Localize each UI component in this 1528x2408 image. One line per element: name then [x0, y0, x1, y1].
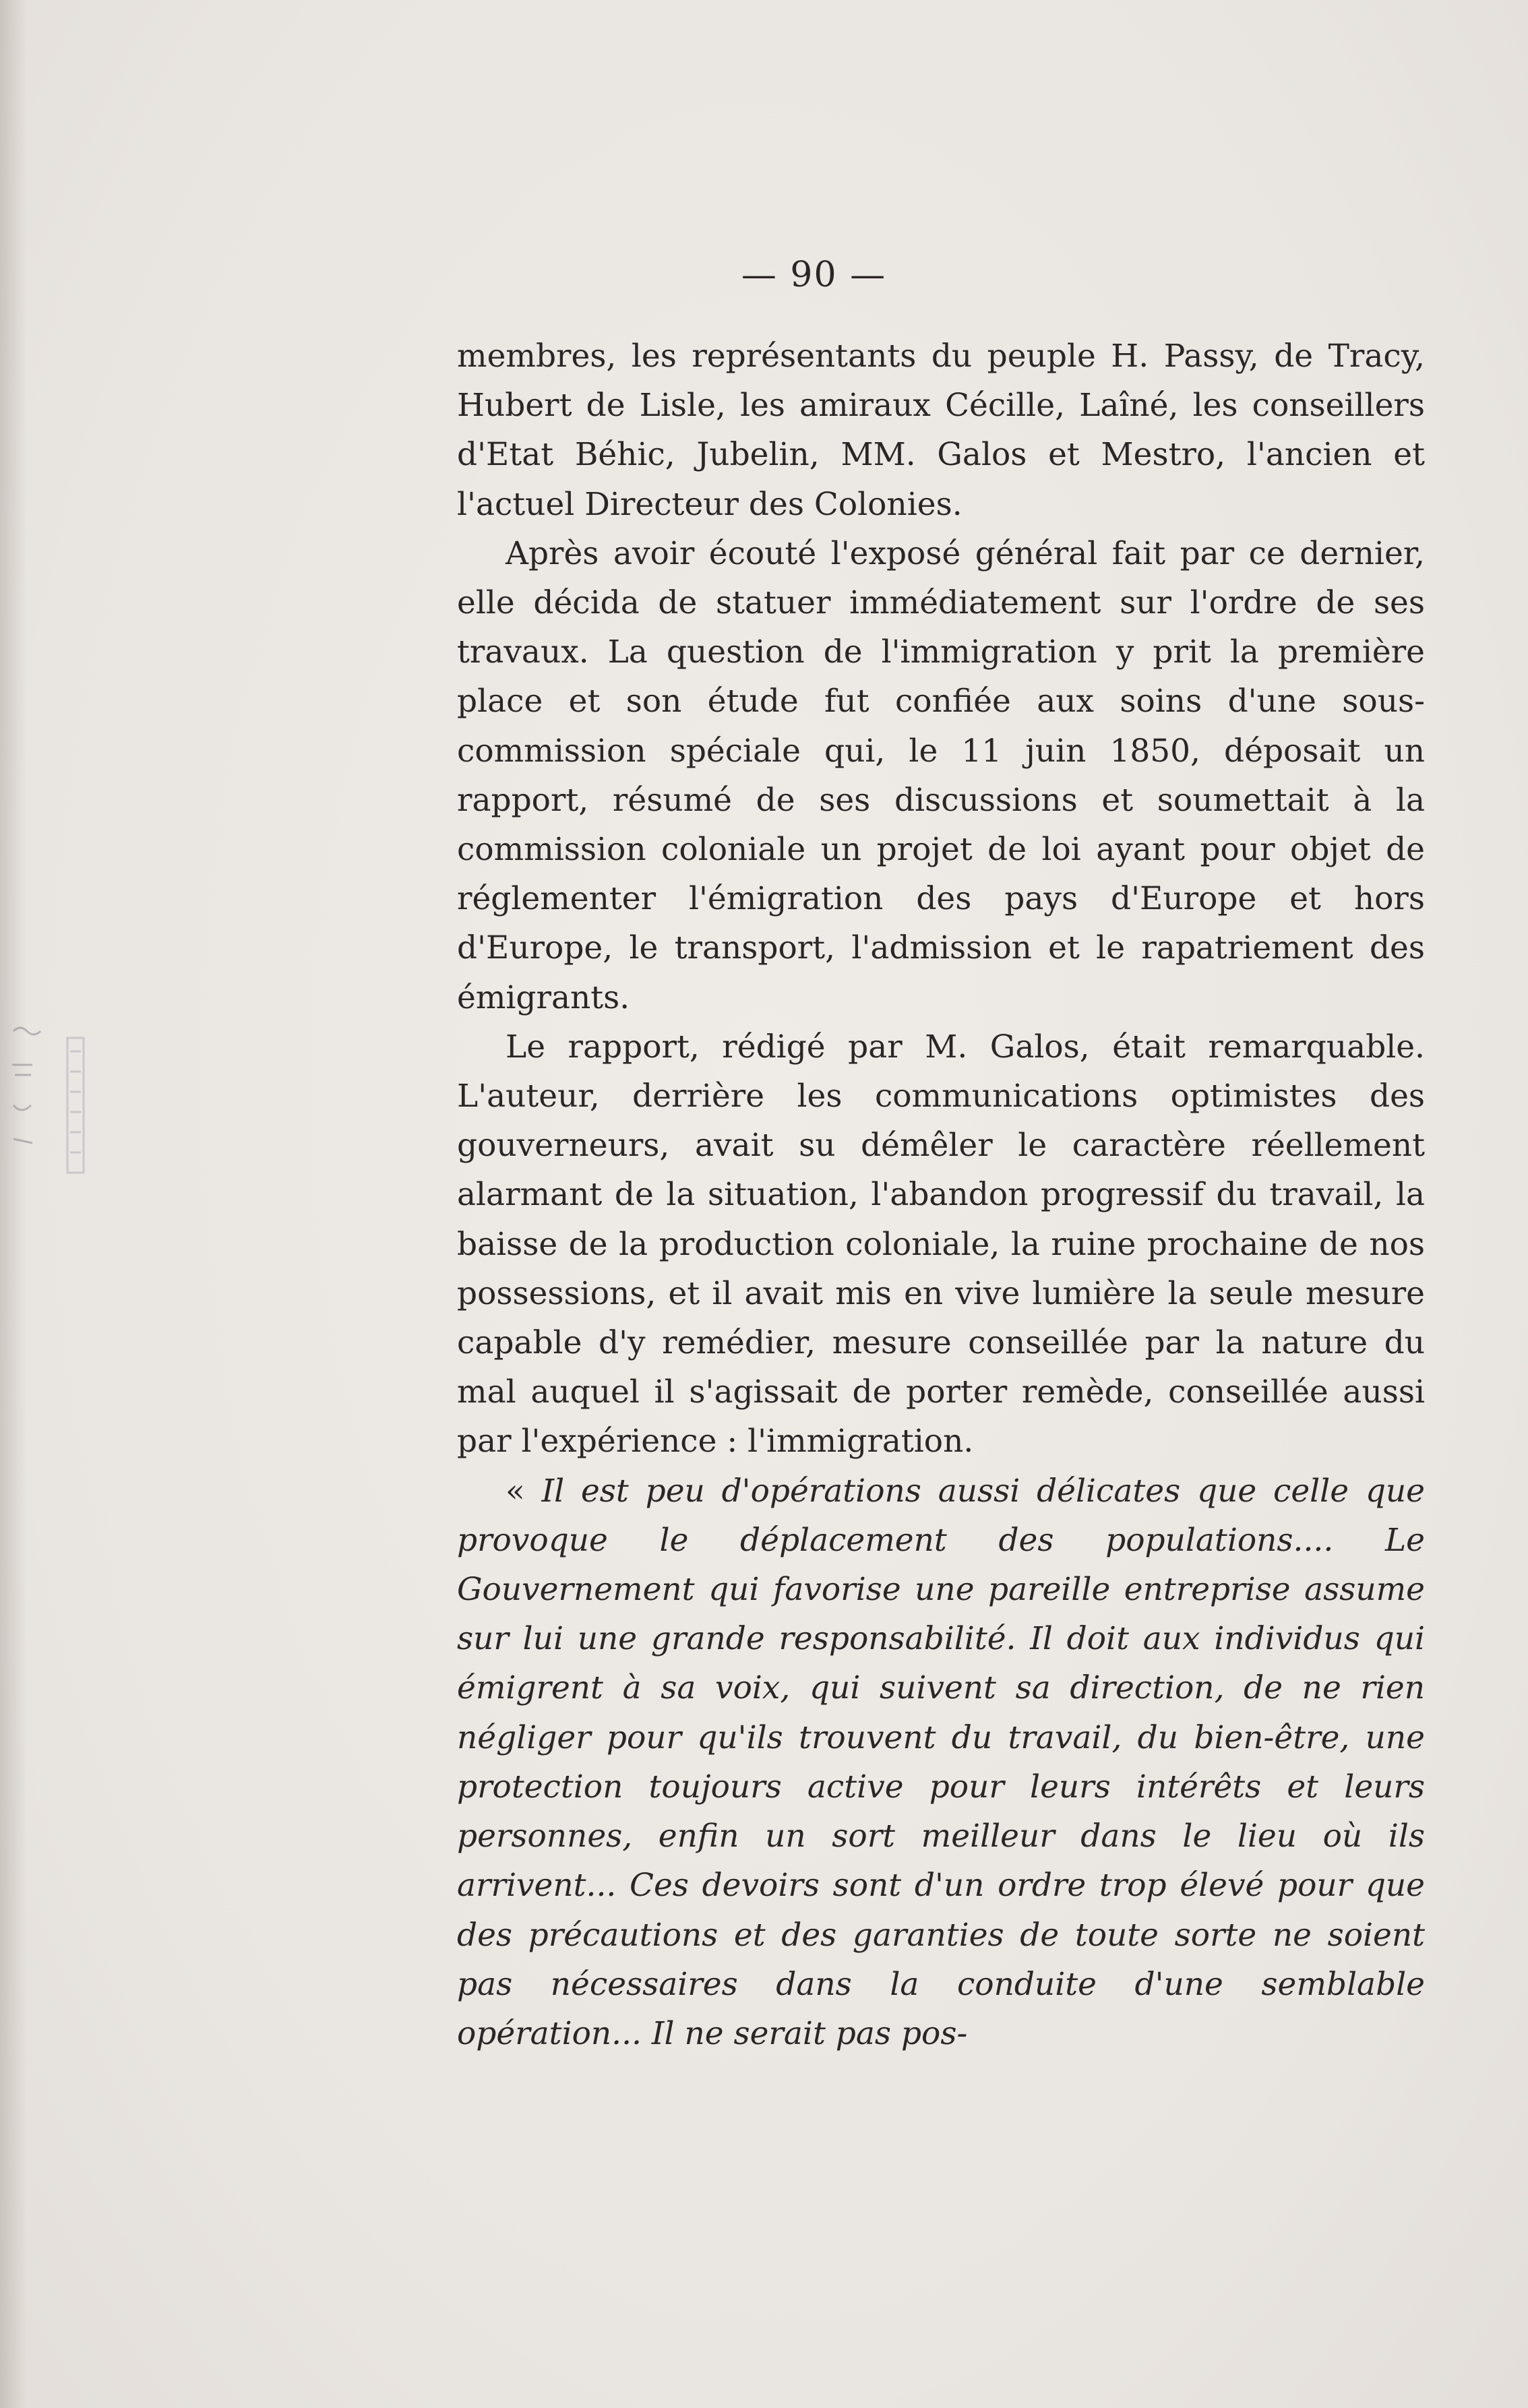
quote-text: Il est peu d'opérations aussi délicates que celle que provoque le déplacement des populations.... Le Gouvernement qui favorise une pareille entreprise assume sur lui une grande responsabilité. Il doit aux individus qui émigrent à sa voix, qui suivent sa direction, de ne rien négliger pour qu'ils trouvent du travail, du bien-être, une protection toujours active pour leurs intérêts et leurs personnes, enfin un sort meilleur dans le lieu où ils arrivent... Ces devoirs sont d'un ordre trop élevé pour que des précautions et des garanties de toute sorte ne soient pas nécessaires dans la conduite d'une semblable opération... Il ne serait pas pos-	[457, 1472, 1425, 2052]
paragraph-quote	[457, 1467, 1425, 2058]
page-number: — 90 —	[741, 255, 887, 295]
paragraph-rapport: Le rapport, rédigé par M. Galos, était remarquable. L'auteur, derrière les communications optimistes des gouverneurs, avait su démêler le caractère réellement alarmant de la situation, l'abandon progressif du travail, la baisse de la production coloniale, la ruine prochaine de nos possessions, et il avait mis en vive lumière la seule mesure capable d'y remédier, mesure conseillée par la nature du mal auquel il s'agissait de porter remède, conseillée aussi par l'expérience : l'immigration.	[457, 1028, 1425, 1460]
body-text	[457, 332, 1425, 2058]
library-stamp-icon	[0, 1011, 101, 1227]
paragraph-continuation: membres, les représentants du peuple H. Passy, de Tracy, Hubert de Lisle, les amiraux Cécille, Laîné, les conseillers d'Etat Béhic, Jubelin, MM. Galos et Mestro, l'ancien et l'actuel Directeur des Colonies.	[457, 338, 1425, 523]
quote-open-mark: «	[506, 1472, 542, 1510]
paragraph-commission: Après avoir écouté l'exposé général fait par ce dernier, elle décida de statuer immédiatement sur l'ordre de ses travaux. La question de l'immigration y prit la première place et son étude fut confiée aux soins d'une sous-commission spéciale qui, le 11 juin 1850, déposait un rapport, résumé de ses discussions et soumettait à la commission coloniale un projet de loi ayant pour objet de réglementer l'émigration des pays d'Europe et hors d'Europe, le transport, l'admission et le rapatriement des émigrants.	[457, 534, 1425, 1016]
